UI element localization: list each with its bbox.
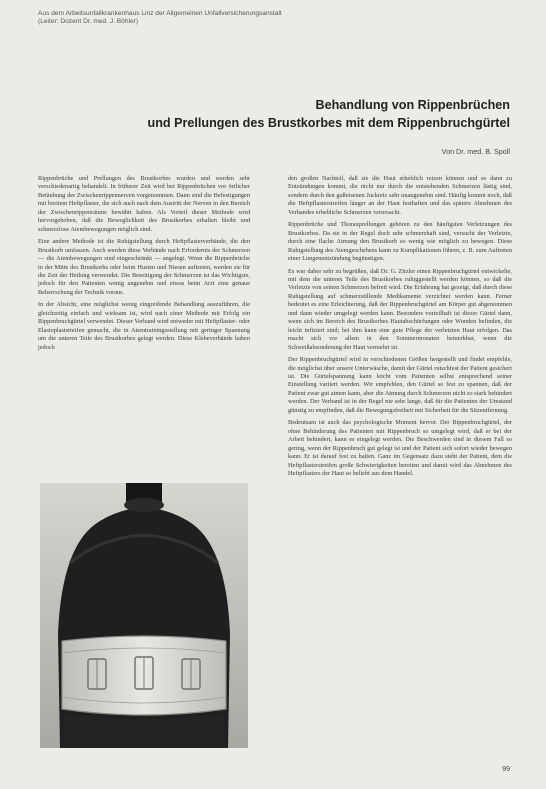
article-author: Von Dr. med. B. Spoll <box>441 147 510 156</box>
right-paragraph-3: Es war daher sehr zu begrüßen, daß Dr. G. Zitzler einen Rippenbruchgürtel entwickelte, mit dem die unteren Teile des Brustkorbes ruhiggestellt werden können, so daß die Verletzte von seinen Schmerzen befreit wird. Die Erfahrung hat gezeigt, daß durch diese Ruhigstellung auf schmerzstillende Medikamente verzichtet werden kann. Ferner bedeutet es eine Erleichterung, daß der Rippenbruchgürtel am Körper gut abgenommen und dann wieder umgelegt werden kann. Besonders vorteilhaft ist dieser Gürtel dann, wenn sich im Bereich des Brustkorbes Hautabschürfungen oder Wunden befinden, die leicht infiziert sind; bei ihm kann eine gute Pflege der verletzten Haut erfolgen. Das macht sich vor allem in den Sommermonaten bemerkbar, wenn die Schweißabsonderung der Haut vermehrt ist. <box>288 267 512 351</box>
article-title <box>148 96 510 132</box>
left-paragraph-2: Eine andere Methode ist die Ruhigstellung durch Heftpflasterverbände, die den Brustkorb umfassen. Auch werden diese Verbände nach Erfordernis der Schmerzen — die Atembewegungen sind eingeschränkt — angelegt. Wenn die Rippenbrüche in der Mitte des Brustkorbs oder beim Husten und Niesen auftreten, werden sie für die Zeit der Heilung verwendet. Die Beseitigung der Schmerzen ist das Wichtigste, jedoch für den Patienten wenig angenehm und etwas beim Arzt eine genaue Beherrschung der Technik voraus. <box>38 238 250 296</box>
right-paragraph-1: den großen Nachteil, daß sie die Haut erheblich reizen können und es dann zu Entzündungen kommt, die nicht nur durch die entstehenden Schmerzen lästig sind, sondern durch den gußeisenen Juckreiz sehr unangenehm sind. Häufig kommt noch, daß die Heftpflasterstreifen länger an der Haut festhaften und das spätere Abnehmen des Verbandes erhebliche Schmerzen verursacht. <box>288 175 512 216</box>
right-paragraph-2: Rippenbrüche und Thoraxprellungen gehören zu den häufigsten Verletzungen des Brustkorbes. Da sie in der Regel doch sehr schmerzhaft sind, versucht der Verletzte, durch eine flache Atmung den Brustkorb so wenig wie möglich zu bewegen. Diese Ruhigstellung des Atemgeschehens kann zu Komplikationen führen, z. B. zum Auftreten einer Lungenentzündung begünstigen. <box>288 221 512 263</box>
left-text-column <box>38 175 250 356</box>
rib-belt-illustration <box>40 483 248 748</box>
title-line-2: und Prellungen des Brustkorbes mit dem Rippenbruchgürtel <box>147 116 510 130</box>
right-paragraph-5: Bedeutsam ist auch das psychologische Moment hervor. Der Rippenbruchgürtel, der ohne Behinderung des Patienten mit Rippenbruch so umgelegt wird, daß er bei der Arbeit behindert, kann es eingelegt werden. Die Beschwerden sind in diesem Fall so gering, wenn der Rippenbruch gut gelegt ist und der Patient sich sofort wieder bewegen kann. Er ist darauf fest zu halten. Ganz im Gegensatz dazu steht der Patient, dem die Heftpflasterstreifen große Schwierigkeiten bereiten und damit wird das Abnehmen des Heftpflasters der Haut so beliebt aus dem Handel. <box>288 419 512 477</box>
institute-line-2: (Leiter: Dozent Dr. med. J. Böhler) <box>38 18 139 26</box>
right-paragraph-4: Der Rippenbruchgürtel wird in verschiedenen Größen hergestellt und findet empfehle, die möglichst über unsere Unterwäsche, damit der Gürtel rutschfest der Patient gesichert ist. Die Gürtelspannung kann leicht vom Patienten selbst entsprechend seiner Einstellung variiert werden. Wir empfehlen, den Gürtel so fest zu spannen, daß der Patient zwar gut atmen kann, aber die Atmung durch Schmerzen nicht so stark behindert werden. Der Verband ist in der Regel nie sehr lange, daß für die Patienten der Umstand günstig zu empfinden, daß die Bewegungsfreiheit mit Sicherheit für die Sitzentfernung. <box>288 356 512 414</box>
rib-belt-photo <box>40 483 248 748</box>
right-text-column <box>288 175 512 482</box>
left-paragraph-1: Rippenbrüche und Prellungen des Brustkorbes wurden und werden sehr verschiedenartig behandelt. In früherer Zeit wird bei Rippenbrüchen vor örtlicher Betäubung der Zwischenrippennerven vorgenommen. Dann sind die Befestigungen mit breitem Heftpflaster, die sich auch nach dem Austritt der Nerven in den Bereich der Zwischenrippenräume bewährt haben. Als Vorteil dieser Methode wird hervorgehoben, daß die Beweglichkeit des Brustkorbes erhalten bleibt und schmerzlose Atembewegungen möglich sind. <box>38 175 250 233</box>
title-line-1: Behandlung von Rippenbrüchen <box>315 98 510 112</box>
institute-line-1: Aus dem Arbeitsunfallkrankenhaus Linz der Allgemeinen Unfallversicherungsanstalt <box>38 10 282 17</box>
institute-header <box>38 10 338 27</box>
page-number: 99 <box>502 766 510 773</box>
left-paragraph-3: In der Absicht, eine möglichst wenig eingreifende Behandlung auszuführen, die gleichzeitig einfach und wirksam ist, wird nach einer Methode mit Erfolg ein Rippenbruchgürtel verwendet. Dieser Verband wird entweder mit Heftpflaster- oder Elastoplaststreifen gemacht, die in Atemtrainingsstellung mit geringer Spannung um die unteren Teile des Brustkorbes gelegt werden. Diese Klebeverbände haben jedoch <box>38 301 250 351</box>
